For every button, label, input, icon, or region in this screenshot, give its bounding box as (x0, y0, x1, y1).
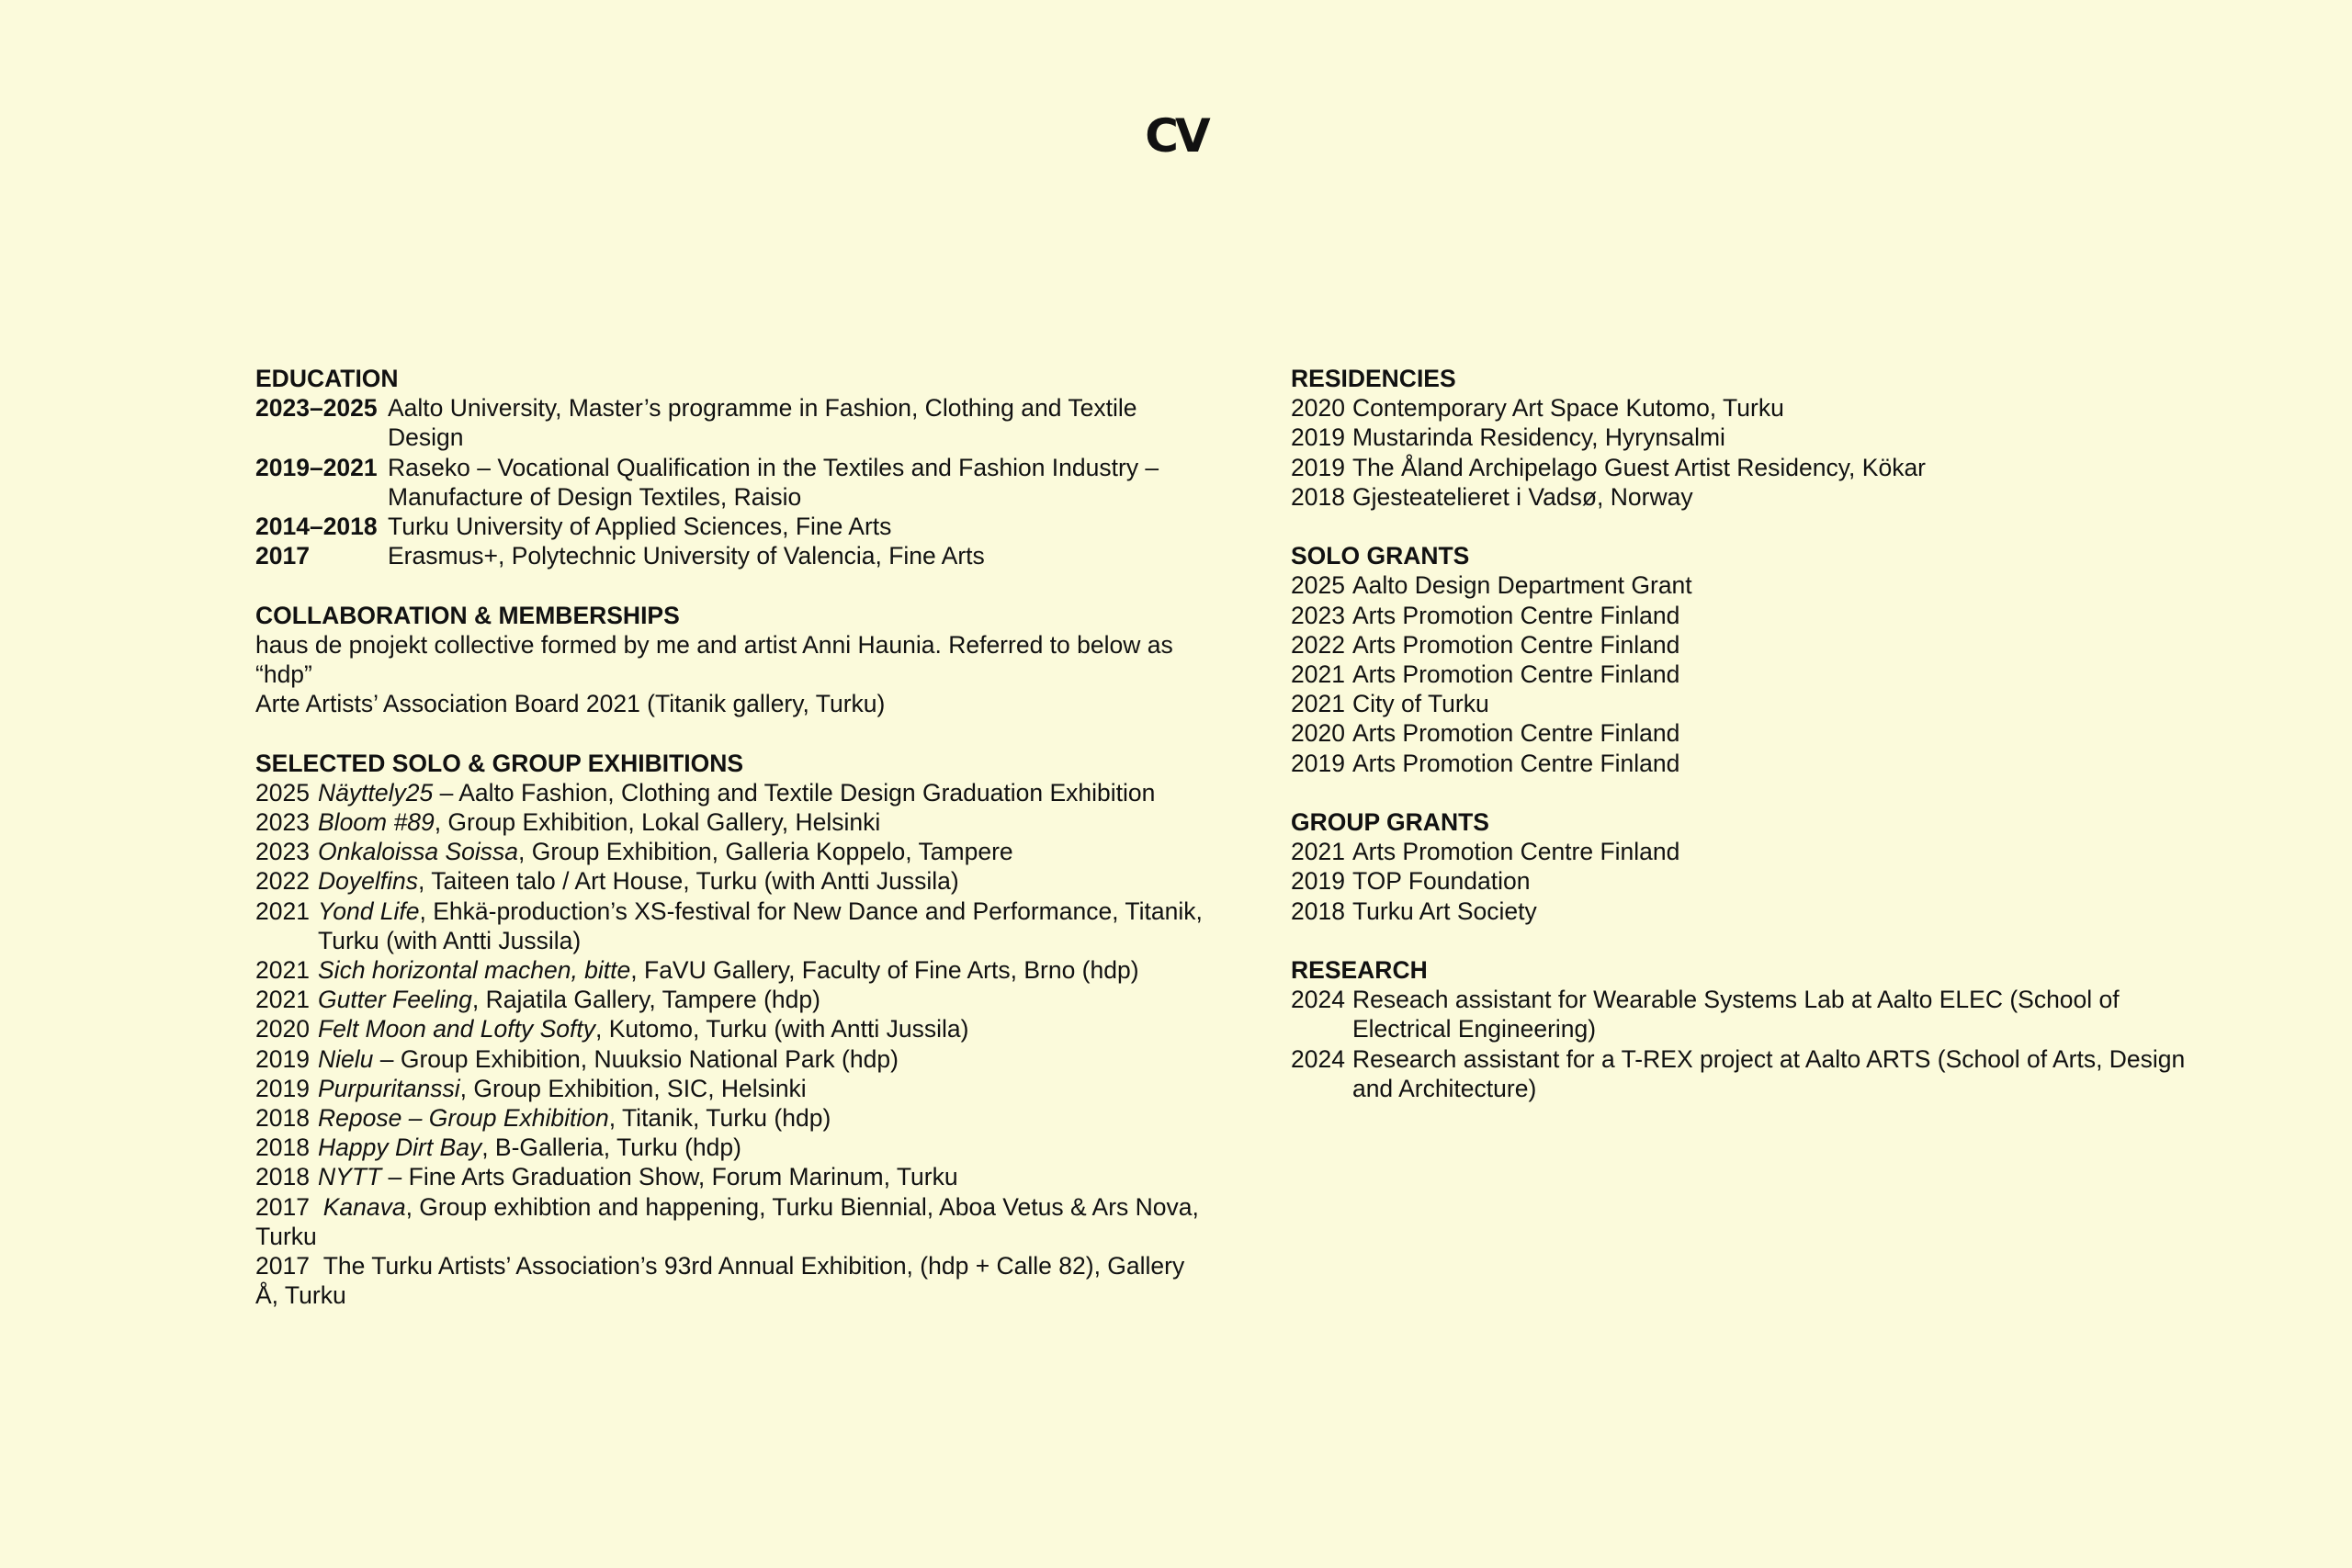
exhibition-details: , Rajatila Gallery, Tampere (hdp) (471, 986, 820, 1014)
list-item (1291, 837, 2210, 866)
item-text: Arts Promotion Centre Finland (1351, 601, 1680, 629)
education-item (255, 512, 1211, 541)
item-year: 2021 (1291, 838, 1345, 866)
right-column (1291, 364, 2210, 1133)
exhibition-year: 2017 (255, 1192, 310, 1221)
exhibition-title: Onkaloissa Soissa (318, 838, 518, 866)
education-text: Aalto University, Master’s programme in Fashion, Clothing and Textile Design (388, 394, 1137, 452)
collaboration-line: haus de pnojekt collective formed by me and artist Anni Haunia. Referred to below as “hdp” (255, 630, 1173, 689)
exhibitions-section (255, 749, 1211, 1311)
item-year: 2019 (1291, 749, 1345, 777)
list-item (1291, 866, 2210, 896)
exhibition-item (255, 985, 1211, 1014)
exhibition-year: 2019 (255, 1044, 310, 1073)
group-grants-heading: GROUP GRANTS (1291, 808, 1489, 837)
exhibition-details: , Group exhibtion and happening, Turku Biennial, Aboa Vetus & Ars Nova, Turku (255, 1192, 1199, 1250)
education-years: 2017 (255, 542, 310, 570)
residencies-heading: RESIDENCIES (1291, 365, 1456, 392)
item-year: 2020 (1291, 719, 1345, 748)
item-text: Research assistant for a T-REX project at Aalto ARTS (School of Arts, Design and Architecture) (1351, 1044, 2186, 1102)
item-year: 2022 (1291, 630, 1345, 659)
item-year: 2019 (1291, 453, 1345, 481)
exhibition-item (255, 837, 1211, 866)
exhibition-details: – Group Exhibition, Nuuksio National Park (hdp) (373, 1044, 899, 1073)
solo-grants-heading: SOLO GRANTS (1291, 542, 1470, 570)
item-year: 2021 (1291, 660, 1345, 689)
collaboration-line: Arte Artists’ Association Board 2021 (Titanik gallery, Turku) (255, 690, 886, 718)
item-text: Aalto Design Department Grant (1351, 571, 1692, 600)
item-text: Reseach assistant for Wearable Systems Lab at Aalto ELEC (School of Electrical Engineering) (1351, 986, 2120, 1043)
exhibition-title: Doyelfins (318, 867, 418, 896)
list-item (1291, 985, 2210, 1043)
list-item (1291, 718, 2210, 748)
exhibition-year: 2021 (255, 986, 310, 1014)
exhibition-title: Näyttely25 (318, 778, 434, 807)
education-text: Turku University of Applied Sciences, Fine Arts (388, 513, 892, 541)
collaboration-section (255, 601, 1211, 719)
item-text: Arts Promotion Centre Finland (1351, 838, 1680, 866)
exhibition-details: The Turku Artists’ Association’s 93rd Annual Exhibition, (hdp + Calle 82), Gallery Å, Turku (255, 1252, 1185, 1310)
list-item (1291, 630, 2210, 660)
exhibition-item (255, 897, 1211, 955)
exhibition-details: , Group Exhibition, Galleria Koppelo, Tampere (518, 838, 1013, 866)
exhibition-year: 2021 (255, 956, 310, 985)
item-text: TOP Foundation (1351, 867, 1531, 896)
exhibition-item (255, 1103, 1211, 1133)
list-item (1291, 570, 2210, 600)
exhibition-title: Gutter Feeling (318, 986, 472, 1014)
exhibition-item (255, 866, 1211, 896)
solo-grants-section (1291, 541, 2210, 778)
education-years: 2023–2025 (255, 394, 378, 423)
list-item (1291, 660, 2210, 689)
exhibition-item (255, 1044, 1211, 1074)
exhibition-details: , Ehkä-production’s XS-festival for New Dance and Performance, Titanik, Turku (with Antti Jussila) (318, 897, 1203, 954)
item-year: 2019 (1291, 867, 1345, 896)
item-year: 2025 (1291, 571, 1345, 600)
left-column (255, 364, 1211, 1340)
exhibition-year: 2018 (255, 1134, 310, 1162)
item-text: Arts Promotion Centre Finland (1351, 749, 1680, 777)
list-item (1291, 749, 2210, 778)
residencies-section (1291, 364, 2210, 512)
exhibition-item (255, 1074, 1211, 1103)
item-year: 2020 (1291, 394, 1345, 423)
cv-logo: CV (1145, 109, 1207, 163)
exhibitions-heading: SELECTED SOLO & GROUP EXHIBITIONS (255, 749, 744, 777)
exhibition-item (255, 807, 1211, 837)
item-year: 2018 (1291, 897, 1345, 925)
list-item (1291, 482, 2210, 512)
education-heading: EDUCATION (255, 365, 399, 392)
list-item (1291, 689, 2210, 718)
education-text: Raseko – Vocational Qualification in the Textiles and Fashion Industry – Manufacture of Design Textiles, Raisio (388, 453, 1159, 511)
item-text: Contemporary Art Space Kutomo, Turku (1351, 394, 1784, 423)
exhibition-title: NYTT (318, 1163, 382, 1191)
exhibition-year: 2020 (255, 1015, 310, 1043)
research-section (1291, 955, 2210, 1103)
exhibition-title: Kanava (322, 1192, 406, 1221)
exhibition-details: , Taiteen talo / Art House, Turku (with Antti Jussila) (418, 867, 959, 896)
item-text: Turku Art Society (1351, 897, 1537, 925)
exhibition-year: 2023 (255, 838, 310, 866)
list-item (1291, 423, 2210, 452)
exhibition-details: – Fine Arts Graduation Show, Forum Marinum, Turku (381, 1163, 958, 1191)
exhibition-title: Nielu (318, 1044, 374, 1073)
exhibitions-list (255, 778, 1211, 1311)
item-text: Mustarinda Residency, Hyrynsalmi (1351, 423, 1725, 452)
exhibition-year: 2018 (255, 1104, 310, 1133)
exhibition-details: , Group Exhibition, Lokal Gallery, Helsinki (434, 808, 881, 837)
exhibition-details: , Kutomo, Turku (with Antti Jussila) (594, 1015, 969, 1043)
exhibition-title: Yond Life (318, 897, 420, 925)
exhibition-details: , Group Exhibition, SIC, Helsinki (459, 1074, 807, 1102)
item-year: 2023 (1291, 601, 1345, 629)
item-text: Arts Promotion Centre Finland (1351, 630, 1680, 659)
exhibition-details: , B-Galleria, Turku (hdp) (481, 1134, 741, 1162)
exhibition-year: 2017 (255, 1252, 310, 1280)
education-item (255, 541, 1211, 570)
exhibition-year: 2021 (255, 897, 310, 925)
education-years: 2014–2018 (255, 513, 378, 541)
exhibition-year: 2023 (255, 808, 310, 837)
item-year: 2019 (1291, 423, 1345, 452)
exhibition-year: 2022 (255, 867, 310, 896)
exhibition-item (255, 1192, 1211, 1251)
exhibition-title: Repose – Group Exhibition (318, 1104, 609, 1133)
exhibition-title: Bloom #89 (318, 808, 435, 837)
exhibition-title: Sich horizontal machen, bitte (318, 956, 631, 985)
exhibition-title: Happy Dirt Bay (318, 1134, 482, 1162)
item-text: City of Turku (1351, 690, 1489, 718)
exhibition-details: , Titanik, Turku (hdp) (608, 1104, 831, 1133)
list-item (1291, 897, 2210, 926)
residencies-list (1291, 393, 2210, 512)
item-year: 2024 (1291, 986, 1345, 1014)
research-list (1291, 985, 2210, 1103)
group-grants-section (1291, 807, 2210, 926)
exhibition-details: – Aalto Fashion, Clothing and Textile Design Graduation Exhibition (433, 778, 1156, 807)
research-heading: RESEARCH (1291, 956, 1428, 985)
education-text: Erasmus+, Polytechnic University of Valencia, Fine Arts (388, 542, 985, 570)
list-item (1291, 601, 2210, 630)
item-text: The Åland Archipelago Guest Artist Residency, Kökar (1351, 453, 1927, 481)
exhibition-item (255, 1251, 1211, 1310)
exhibition-details: , FaVU Gallery, Faculty of Fine Arts, Brno (hdp) (630, 956, 1139, 985)
item-text: Arts Promotion Centre Finland (1351, 719, 1680, 748)
list-item (1291, 453, 2210, 482)
exhibition-year: 2018 (255, 1163, 310, 1191)
list-item (1291, 393, 2210, 423)
group-grants-list (1291, 837, 2210, 926)
item-year: 2021 (1291, 690, 1345, 718)
list-item (1291, 1044, 2210, 1103)
exhibition-year: 2019 (255, 1074, 310, 1102)
item-text: Arts Promotion Centre Finland (1351, 660, 1680, 689)
solo-grants-list (1291, 570, 2210, 777)
education-item (255, 393, 1211, 452)
item-year: 2024 (1291, 1044, 1345, 1073)
education-item (255, 453, 1211, 512)
item-year: 2018 (1291, 482, 1345, 511)
item-text: Gjesteatelieret i Vadsø, Norway (1351, 482, 1693, 511)
exhibition-title: Felt Moon and Lofty Softy (318, 1015, 595, 1043)
exhibition-item (255, 1133, 1211, 1162)
exhibition-item (255, 778, 1211, 807)
exhibition-item (255, 955, 1211, 985)
collaboration-heading: COLLABORATION & MEMBERSHIPS (255, 601, 680, 629)
education-years: 2019–2021 (255, 453, 378, 481)
exhibition-item (255, 1162, 1211, 1191)
exhibition-item (255, 1014, 1211, 1043)
education-section (255, 364, 1211, 570)
exhibition-year: 2025 (255, 778, 310, 807)
exhibition-title: Purpuritanssi (318, 1074, 460, 1102)
